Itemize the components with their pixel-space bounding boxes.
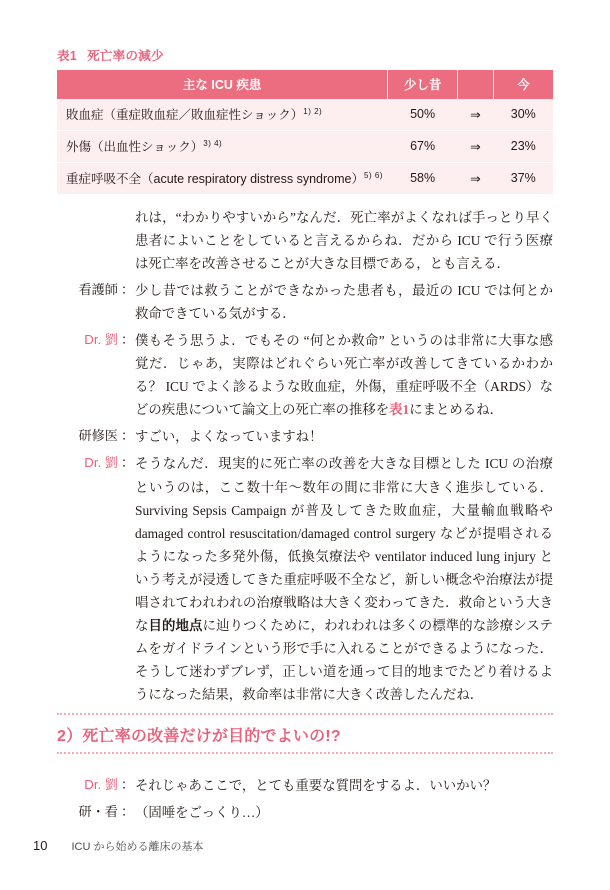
speaker-label: 研・看 xyxy=(78,804,118,820)
dialog-text-part2: に辿りつくために，われわれは多くの標準的な診療システムをガイドラインという形で手に入れることができるようになった．そうして迷わずブレず，正しい道を通って目的地までたどり着けるようになった結果，救命率は非常に大きく改善したんだね． xyxy=(135,617,554,702)
table-row xyxy=(57,163,553,195)
disease-refs: 1) 2) xyxy=(303,106,323,116)
opening-paragraph: れは，“わかりやすいから”なんだ．死亡率がよくなれば手っとり早く患者によいことをしていると言えるからね．だから ICU で行う医療は死亡率を改善させることが大きな目標である，とも言える． xyxy=(135,210,553,272)
dialog-text-part2: にまとめるね． xyxy=(409,402,503,418)
dialog-line xyxy=(84,774,553,797)
table-cell-old: 50% xyxy=(388,99,458,131)
mortality-table xyxy=(57,70,553,194)
page-footer xyxy=(33,838,553,854)
table-cell-arrow-icon: ⇒ xyxy=(457,131,493,163)
section-rule-bottom xyxy=(57,752,553,754)
table-cell-now: 23% xyxy=(494,131,553,163)
table-cell-old: 67% xyxy=(388,131,458,163)
body-text xyxy=(78,206,554,706)
dialog-text: 少し昔では救うことができなかった患者も，最近の ICU では何とか救命できている気がする． xyxy=(135,283,553,322)
speaker-colon: ： xyxy=(121,332,135,348)
table-cell-old: 58% xyxy=(388,163,458,195)
disease-name: 敗血症（重症敗血症／敗血症性ショック） xyxy=(66,108,304,122)
table-cell-disease xyxy=(57,163,388,195)
speaker-label: Dr. 劉 xyxy=(84,777,118,792)
dialog-text-part1: 僕もそう思うよ．でもその “何とか救命” というのは非常に大事な感覚だ．じゃあ，実際はどれぐらい死亡率が改善してきているかわかる？ ICU でよく診るような敗血症，外傷，重症呼吸不全（ARDS）などの疾患について論文上の死亡率の推移を xyxy=(135,333,553,418)
table-cell-arrow-icon: ⇒ xyxy=(457,99,493,131)
dialog-line xyxy=(84,329,553,421)
section-heading: 2）死亡率の改善だけが目的でよいの!? xyxy=(57,728,341,745)
disease-name: 重症呼吸不全（acute respiratory distress syndrome） xyxy=(66,172,364,186)
table-cell-arrow-icon: ⇒ xyxy=(457,163,493,195)
speaker-colon: ： xyxy=(121,777,135,792)
table-header-row xyxy=(57,70,553,99)
page-number: 10 xyxy=(33,838,48,853)
table-cell-disease xyxy=(57,131,388,163)
speaker-colon: ： xyxy=(121,804,135,820)
dialog-text: すごい，よくなっていますね！ xyxy=(135,429,323,445)
dialog-line xyxy=(78,279,553,325)
table-cell-disease xyxy=(57,99,388,131)
disease-name: 外傷（出血性ショック） xyxy=(66,140,204,154)
table-reference: 表1 xyxy=(389,402,410,418)
speaker-label: 看護師 xyxy=(78,282,118,298)
speaker-label: Dr. 劉 xyxy=(84,332,118,348)
dialog-text xyxy=(135,452,553,706)
table-header-spacer xyxy=(457,70,493,99)
dialog-line xyxy=(84,452,554,706)
speaker-colon: ： xyxy=(121,282,135,298)
table-header-disease: 主な ICU 疾患 xyxy=(57,70,388,99)
disease-refs: 3) 4) xyxy=(203,138,223,148)
emphasis-term: 目的地点 xyxy=(148,617,203,633)
dialog-text: それじゃあここで，とても重要な質問をするよ．いいかい？ xyxy=(135,778,497,793)
table-header-old: 少し昔 xyxy=(388,70,458,99)
speaker-label: 研修医 xyxy=(78,428,118,444)
dialog-text-part1: そうなんだ．現実的に死亡率の改善を大きな目標とした ICU の治療というのは，ここ数十年〜数年の間に非常に大きく進歩している．Surviving Sepsis Campaign が普及してきた敗血症，大量輸血戦略や damaged control resuscitation/damaged control surgery などが提唱されるようになった多発外傷，低換気療法や ventilator induced lung injury という考えが浸透してきた重症呼吸不全など，新しい概念や治療法が提唱されてわれわれの治療戦略は大きく変わってきた．救命という大きな xyxy=(135,456,553,633)
dialog-text: （固唾をごっくり…） xyxy=(135,805,269,821)
dialog-line xyxy=(78,425,553,448)
speaker-colon: ： xyxy=(121,455,135,471)
table-header-now: 今 xyxy=(494,70,553,99)
section-rule-top xyxy=(57,713,553,715)
table-row xyxy=(57,131,553,163)
table-row xyxy=(57,99,553,131)
table-caption xyxy=(57,46,553,64)
speaker-colon: ： xyxy=(121,428,135,444)
table-caption-title: 死亡率の減少 xyxy=(87,49,164,63)
disease-refs: 5) 6) xyxy=(364,170,383,180)
dialog-text xyxy=(135,329,553,421)
running-head: ICU から始める離床の基本 xyxy=(71,841,204,853)
dialog-line xyxy=(78,801,553,824)
table-cell-now: 30% xyxy=(494,99,553,131)
speaker-label: Dr. 劉 xyxy=(84,455,118,471)
body-text-after-heading xyxy=(78,774,553,824)
table-caption-number: 表1 xyxy=(57,49,78,63)
table-cell-now: 37% xyxy=(494,163,553,195)
table-block xyxy=(57,46,553,194)
